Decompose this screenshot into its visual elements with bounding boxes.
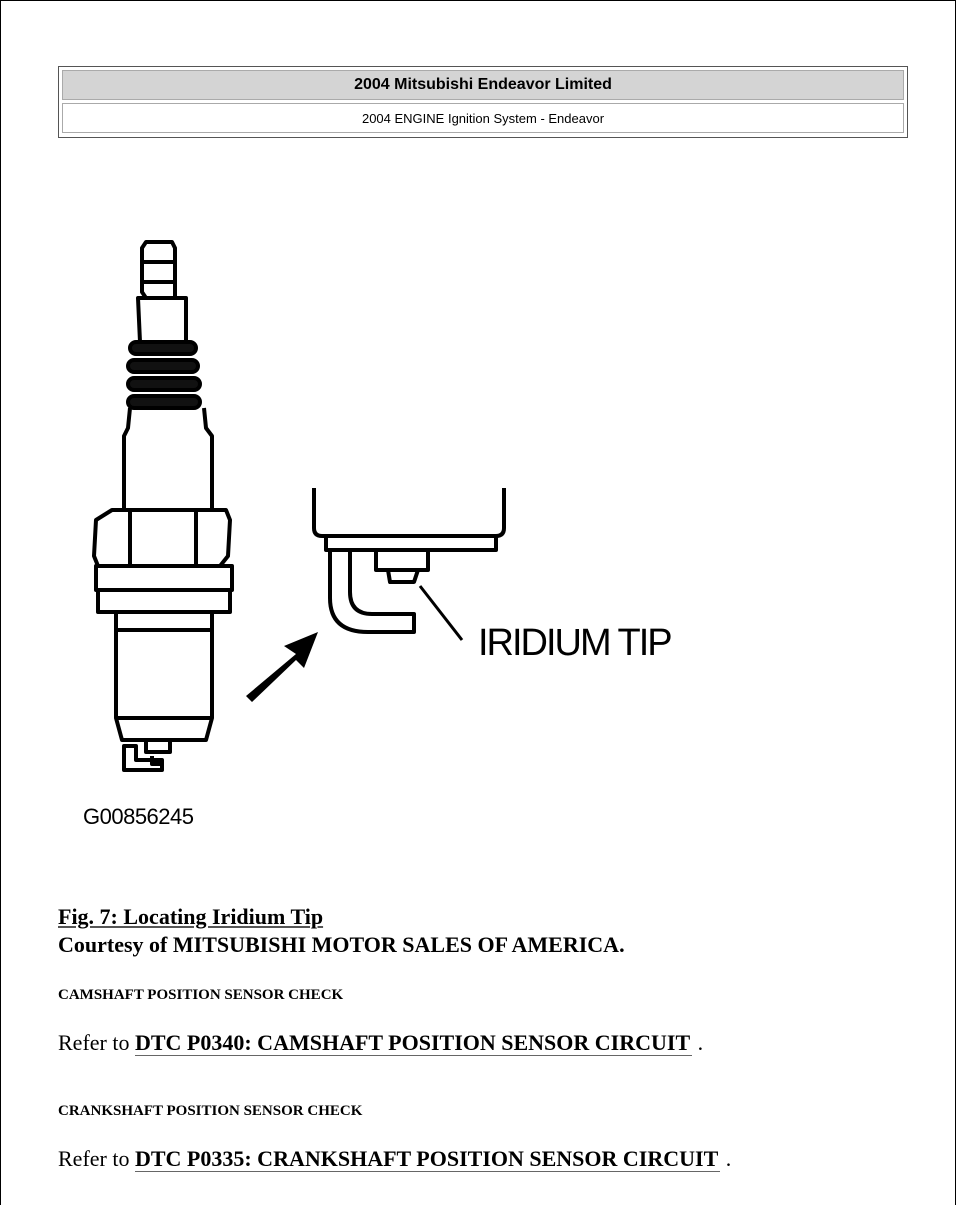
detail-ground-electrode	[330, 550, 414, 632]
reference-suffix: .	[725, 1146, 732, 1171]
iridium-tip-callout: IRIDIUM TIP	[478, 622, 671, 664]
pointer-arrow-icon	[246, 632, 318, 702]
insulator-ribs	[128, 342, 200, 408]
plug-terminal	[142, 242, 175, 298]
dtc-p0335-link[interactable]: DTC P0335: CRANKSHAFT POSITION SENSOR CIRCUIT	[134, 1146, 719, 1171]
dtc-p0340-link[interactable]: DTC P0340: CAMSHAFT POSITION SENSOR CIRCUIT	[134, 1030, 691, 1055]
document-header	[58, 66, 908, 138]
camshaft-reference	[58, 1030, 703, 1056]
camshaft-section-heading: CAMSHAFT POSITION SENSOR CHECK	[58, 987, 344, 1003]
detail-insulator	[314, 488, 504, 536]
iridium-leader	[420, 586, 462, 640]
reference-prefix: Refer to	[58, 1146, 130, 1171]
reference-suffix: .	[697, 1030, 704, 1055]
crankshaft-section-heading: CRANKSHAFT POSITION SENSOR CHECK	[58, 1103, 363, 1119]
vehicle-title: 2004 Mitsubishi Endeavor Limited	[62, 70, 904, 100]
crankshaft-reference	[58, 1146, 731, 1172]
reference-prefix: Refer to	[58, 1030, 130, 1055]
figure-courtesy: Courtesy of MITSUBISHI MOTOR SALES OF AMERICA.	[58, 932, 625, 957]
spark-plug-illustration	[80, 225, 720, 845]
figure-caption-title: Fig. 7: Locating Iridium Tip	[58, 904, 324, 929]
plug-hex	[94, 510, 230, 566]
section-subtitle: 2004 ENGINE Ignition System - Endeavor	[62, 103, 904, 133]
graphic-id-label: G00856245	[83, 804, 194, 829]
plug-insulator	[138, 298, 186, 342]
